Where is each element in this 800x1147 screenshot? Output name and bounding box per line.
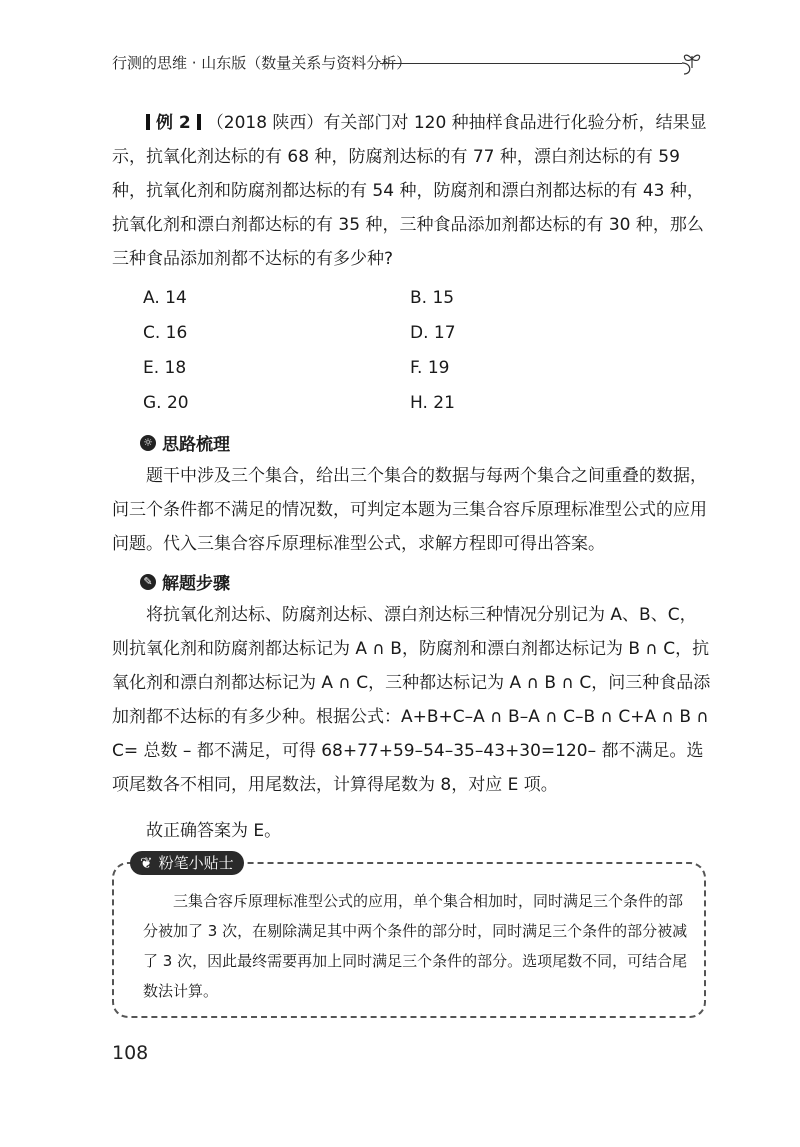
running-header xyxy=(112,48,712,78)
sprout-icon xyxy=(678,50,712,78)
page-number: 108 xyxy=(112,1042,149,1064)
option-g[interactable]: G. 20 xyxy=(143,393,189,413)
option-h[interactable]: H. 21 xyxy=(410,393,455,413)
sprout-small-icon: ❦ xyxy=(140,854,153,872)
header-title: 行测的思维 · 山东版（数量关系与资料分析） xyxy=(112,54,412,72)
header-rule xyxy=(380,63,682,64)
analysis-heading xyxy=(140,430,230,455)
label-bar-right xyxy=(197,114,201,130)
lightbulb-icon: ☼ xyxy=(140,435,156,451)
compass-icon: ✎ xyxy=(140,574,156,590)
option-f[interactable]: F. 19 xyxy=(410,358,450,378)
option-b[interactable]: B. 15 xyxy=(410,288,455,308)
tip-label-text: 粉笔小贴士 xyxy=(158,854,234,872)
solution-heading-text: 解题步骤 xyxy=(162,574,230,594)
solution-heading xyxy=(140,569,230,594)
option-d[interactable]: D. 17 xyxy=(410,323,456,343)
option-c[interactable]: C. 16 xyxy=(143,323,188,343)
example-intro: （2018 陕西）有关部门对 120 种抽样食品进行化验分析，结果显示，抗氧化剂达标的有 68 种，防腐剂达标的有 77 种，漂白剂达标的有 59 种，抗氧化剂和防腐剂都达标的有 54 种，防腐剂和漂白剂都达标的有 43 种，抗氧化剂和漂白剂都达标的有 35 种，三种食品添加剂都达标的有 30 种，那么三种食品添加剂都不达标的有多少种? xyxy=(112,113,707,269)
tip-text: 三集合容斥原理标准型公式的应用，单个集合相加时，同时满足三个条件的部分被加了 3 次，在剔除满足其中两个条件的部分时，同时满足三个条件的部分被减了 3 次，因此最终需要再加上同时满足三个条件的部分。选项尾数不同，可结合尾数法计算。 xyxy=(143,892,688,1000)
tip-label xyxy=(130,851,244,875)
example-label: 例 2 xyxy=(140,113,207,133)
analysis-heading-text: 思路梳理 xyxy=(162,435,230,455)
solution-text: 将抗氧化剂达标、防腐剂达标、漂白剂达标三种情况分别记为 A、B、C，则抗氧化剂和防腐剂都达标记为 A ∩ B，防腐剂和漂白剂都达标记为 B ∩ C，抗氧化剂和漂白剂都达标记为 A ∩ C，三种都达标记为 A ∩ B ∩ C，问三种食品添加剂都不达标的有多少种。根据公式：A+B+C–A ∩ B–A ∩ C–B ∩ C+A ∩ B ∩ C= 总数 – 都不满足，可得 68+77+59–54–35–43+30=120– 都不满足。选项尾数各不相同，用尾数法，计算得尾数为 8，对应 E 项。 xyxy=(112,605,711,795)
option-e[interactable]: E. 18 xyxy=(143,358,187,378)
example-question xyxy=(112,106,712,276)
solution-conclusion: 故正确答案为 E。 xyxy=(146,821,282,841)
analysis-text: 题干中涉及三个集合，给出三个集合的数据与每两个集合之间重叠的数据，问三个条件都不满足的情况数，可判定本题为三集合容斥原理标准型公式的应用问题。代入三集合容斥原理标准型公式，求解方程即可得出答案。 xyxy=(112,466,707,554)
label-bar-left xyxy=(146,114,150,130)
option-a[interactable]: A. 14 xyxy=(143,288,187,308)
